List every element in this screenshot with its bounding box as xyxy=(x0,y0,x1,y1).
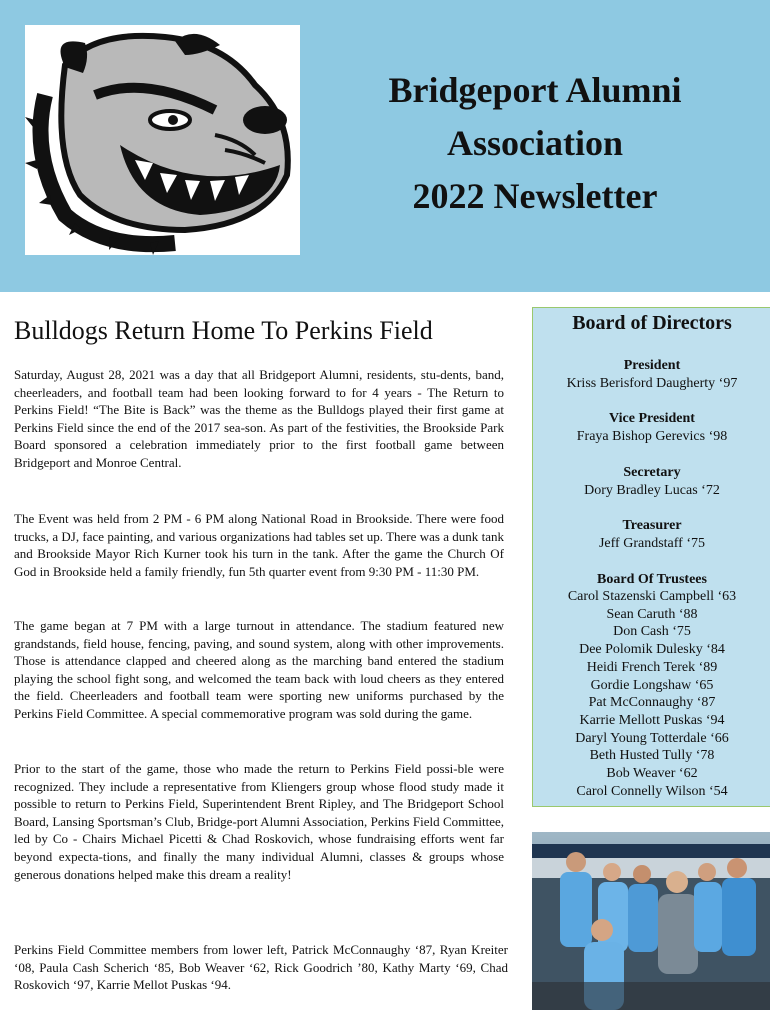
trustee-name: Gordie Longshaw ‘65 xyxy=(590,677,714,693)
newsletter-title xyxy=(330,64,740,223)
title-line-1: Bridgeport Alumni xyxy=(388,70,682,110)
trustees-title: Board Of Trustees xyxy=(597,572,707,587)
article-title: Bulldogs Return Home To Perkins Field xyxy=(14,316,433,345)
trustee-name: Don Cash ‘75 xyxy=(613,624,691,640)
article-paragraph-3: The game began at 7 PM with a large turnout in attendance. The stadium featured new grandstands, field house, fencing, paving, and sound system, along with other improvements. Those is attendance clapped and cheered along as the marching band entered the stadium playing the school fight song, and welcomed the team back with loud cheers as they entered the field. Cheerleaders and football team were sporting new uniforms purchased by the Perkins Field Committee. A special commemorative program was sold during the game. xyxy=(14,618,504,721)
trustee-name: Beth Husted Tully ‘78 xyxy=(589,748,715,764)
board-title: Board of Directors xyxy=(572,312,732,334)
article-paragraph-4: Prior to the start of the game, those who made the return to Perkins Field possi-ble were recognized. They include a representative from Kliengers group whose flood study made it possible to return to Perkins Field, Superintendent Brent Ripley, and The Bridgeport School Board, Lansing Sportsman’s Club, Bridge-port Alumni Association, Perkins Field Committee, led by Co - Chairs Michael Picetti & Chad Roskovich, whose fundraising efforts went far beyond expecta-tions, and finally the many individual Alumni, classes & groups whose generous donations helped make this dream a reality! xyxy=(14,761,504,882)
trustee-name: Sean Caruth ‘88 xyxy=(606,606,698,622)
officer-role: Vice President xyxy=(609,411,695,426)
officer-role: President xyxy=(623,358,681,373)
title-line-2: Association xyxy=(446,123,623,163)
officer-treasurer xyxy=(533,517,770,553)
committee-group-photo xyxy=(532,832,770,1010)
trustee-name: Pat McConnaughy ‘87 xyxy=(588,695,716,711)
trustee-name: Dee Polomik Dulesky ‘84 xyxy=(579,642,725,658)
officer-role: Treasurer xyxy=(622,518,682,533)
officer-name: Fraya Bishop Gerevics ‘98 xyxy=(576,429,728,444)
trustee-name: Carol Stazenski Campbell ‘63 xyxy=(567,589,737,604)
bulldog-logo xyxy=(25,25,300,255)
officer-role: Secretary xyxy=(623,465,681,480)
group-photo-image xyxy=(532,832,770,1010)
officer-secretary xyxy=(533,464,770,500)
trustee-name: Karrie Mellott Puskas ‘94 xyxy=(579,712,725,728)
article-paragraph-1: Saturday, August 28, 2021 was a day that all Bridgeport Alumni, residents, stu-dents, band, cheerleaders, and football team had been looking forward to for 4 years - The Return to Perkins Field! “The Bite is Back” was the theme as the Bulldogs played their first game at Perkins Field since the end of the 2017 sea-son. As part of the festivities, the Brookside Park Board sponsored a celebration immediately prior to the first football game between Bridgeport and Monroe Central. xyxy=(14,367,504,470)
article-paragraph-2: The Event was held from 2 PM - 6 PM along National Road in Brookside. There were food trucks, a DJ, face painting, and various organizations had tables set up. There was a dunk tank and Brookside Mayor Rich Kurner took his turn in the tank. After the game the Church Of God in Brookside held a family friendly, fun 5th quarter event from 9:30 PM - 11:30 PM. xyxy=(14,511,504,579)
trustee-name: Bob Weaver ‘62 xyxy=(606,766,698,782)
board-of-trustees xyxy=(533,571,770,800)
officer-name: Dory Bradley Lucas ‘72 xyxy=(584,483,720,498)
officer-name: Jeff Grandstaff ‘75 xyxy=(598,536,705,551)
trustee-name: Heidi French Terek ‘89 xyxy=(586,659,718,675)
bulldog-icon xyxy=(25,25,300,255)
trustee-name: Carol Connelly Wilson ‘54 xyxy=(576,783,728,799)
officer-vice-president xyxy=(533,410,770,446)
photo-caption: Perkins Field Committee members from lower left, Patrick McConnaughy ‘87, Ryan Kreiter ‘08, Paula Cash Scherich ‘85, Bob Weaver ‘62, Rick Goodrich ’80, Kathy Marty ‘69, Chad Roskovich ‘97, Karrie Mellot Puskas ‘94. xyxy=(14,942,508,993)
board-of-directors-panel xyxy=(532,307,770,807)
trustee-name: Daryl Young Totterdale ‘66 xyxy=(575,730,729,746)
header-banner xyxy=(0,0,770,292)
officer-name: Kriss Berisford Daugherty ‘97 xyxy=(566,376,738,391)
officer-president xyxy=(533,357,770,393)
title-line-3: 2022 Newsletter xyxy=(412,176,658,216)
